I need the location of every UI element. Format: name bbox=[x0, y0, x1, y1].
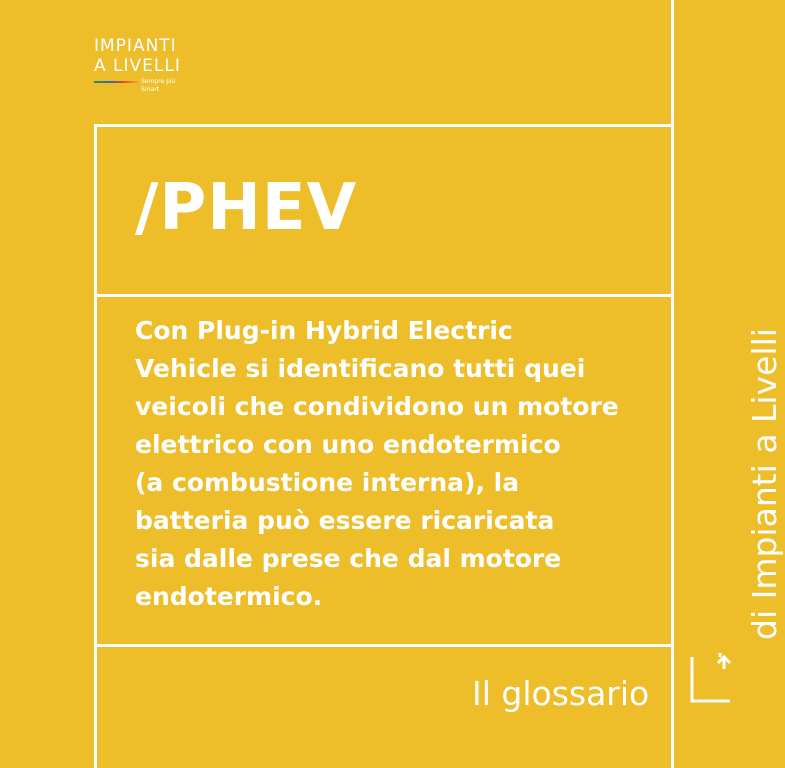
vertical-series-label: di Impianti a Livelli bbox=[745, 328, 784, 640]
definition-line: veicoli che condividono un motore bbox=[135, 392, 619, 421]
logo-bar bbox=[94, 78, 181, 93]
corner-arrow-icon bbox=[690, 655, 734, 707]
definition-line: (a combustione interna), la bbox=[135, 468, 520, 497]
logo-line-1: IMPIANTI bbox=[94, 36, 177, 56]
definition-line: Con Plug-in Hybrid Electric bbox=[135, 316, 513, 345]
top-frame-line bbox=[94, 124, 674, 127]
section-label: Il glossario bbox=[472, 674, 650, 713]
left-frame-line bbox=[94, 124, 97, 768]
term-definition bbox=[135, 312, 680, 616]
definition-line: endotermico. bbox=[135, 582, 323, 611]
logo-color-stripe bbox=[94, 81, 138, 83]
bottom-divider-line bbox=[94, 644, 674, 647]
glossary-term: /PHEV bbox=[135, 171, 358, 245]
definition-line: Vehicle si identificano tutti quei bbox=[135, 354, 586, 383]
logo-line-2: A LIVELLI bbox=[94, 56, 181, 76]
definition-line: elettrico con uno endotermico bbox=[135, 430, 561, 459]
definition-line: batteria può essere ricaricata bbox=[135, 506, 555, 535]
logo-tagline: Sempre più Smart bbox=[141, 78, 176, 93]
brand-logo bbox=[94, 36, 181, 93]
middle-divider-line bbox=[94, 294, 674, 297]
definition-line: sia dalle prese che dal motore bbox=[135, 544, 562, 573]
